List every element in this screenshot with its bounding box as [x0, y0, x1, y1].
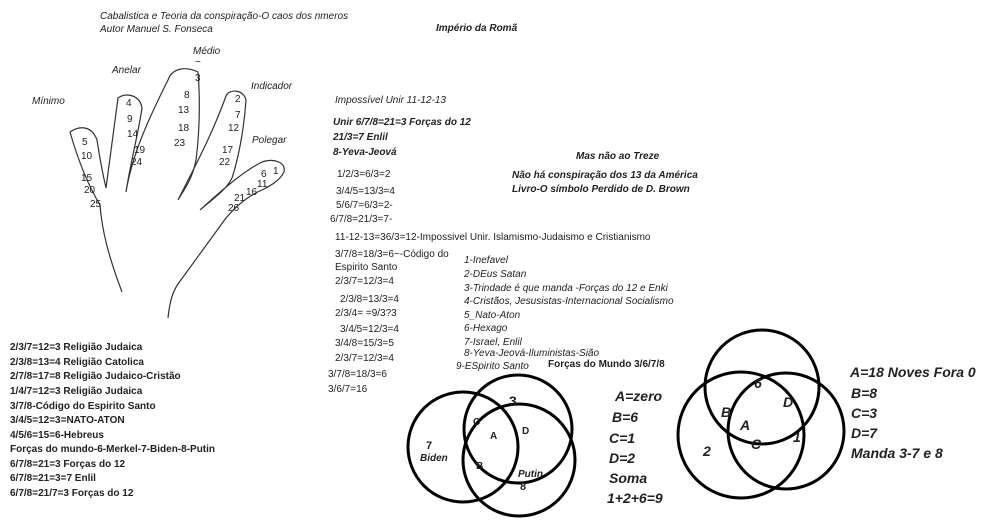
meaning-list-item: 4-Cristãos, Jesusistas-Internacional Socialismo	[464, 296, 674, 307]
codigo-line: 3/7/8=18/3=6~-Código do	[335, 249, 449, 260]
finger-number: 22	[219, 157, 231, 168]
meaning-list-item: 5_Nato-Aton	[464, 310, 521, 321]
venn2-region-b: B	[721, 404, 732, 420]
finger-number: 12	[228, 123, 240, 134]
sum-line: 1/2/3=6/3=2	[337, 169, 391, 180]
religion-line: Forças do mundo-6-Merkel-7-Biden-8-Putin	[10, 444, 216, 455]
finger-label-indicador: Indicador	[251, 81, 293, 92]
left-sum-line: 3/6/7=16	[328, 384, 368, 395]
finger-number: 23	[174, 138, 186, 149]
finger-number: 26	[228, 203, 240, 214]
religion-line: 2/7/8=17=8 Religião Judaico-Cristão	[10, 371, 181, 382]
venn2-circle-left	[678, 372, 804, 498]
venn2-circle-top	[705, 330, 819, 444]
venn2-legend-line: C=3	[851, 405, 878, 421]
venn1-left-name: Biden	[420, 453, 448, 464]
meaning-list-item: 9-ESpirito Santo	[456, 361, 529, 372]
venn1-left-number: 7	[426, 440, 433, 452]
meaning-list-item: 2-DEus Satan	[464, 269, 527, 280]
venn2-region-d: D	[783, 394, 794, 410]
meaning-list-item: 7-Israel, Enlil	[464, 337, 522, 348]
finger-number: 10	[81, 151, 93, 162]
finger-number: 16	[246, 187, 258, 198]
impossivel-unir-line: Impossível Unir 11-12-13	[335, 95, 446, 106]
finger-number: 20	[84, 185, 96, 196]
finger-label-anelar: Anelar	[112, 65, 141, 76]
finger-label-minimo: Mínimo	[32, 96, 65, 107]
finger-number: 3	[195, 73, 201, 84]
venn2-region-a: A	[740, 417, 751, 433]
finger-number: 2	[235, 94, 241, 105]
meaning-list-item: 3-Trindade é que manda -Forças do 12 e Enki	[464, 283, 668, 294]
venn2-left-number: 2	[703, 443, 711, 459]
finger-number: 7	[235, 110, 241, 121]
venn2-top-number: 6	[754, 375, 762, 391]
venn1-region-b: B	[476, 461, 484, 472]
finger-number: 14	[127, 129, 139, 140]
codigo-line-2: Espirito Santo	[335, 262, 398, 273]
finger-number: 25	[90, 199, 102, 210]
left-sum-line: 2/3/7=12/3=4	[335, 353, 394, 364]
finger-number: 8	[184, 90, 190, 101]
finger-number: 24	[131, 157, 143, 168]
document-author: Autor Manuel S. Fonseca	[100, 24, 213, 35]
finger-number: 19	[134, 145, 146, 156]
venn1-right-name: Putin	[518, 469, 543, 480]
venn1-top-number: 3	[509, 393, 517, 409]
religion-line: 2/3/8=13=4 Religião Catolica	[10, 357, 144, 368]
religion-line: 6/7/8=21=3 Forças do 12	[10, 459, 126, 470]
finger-number: 13	[178, 105, 190, 116]
sum-line: 5/6/7=6/3=2-	[336, 200, 393, 211]
venn2-right-number: 1	[793, 429, 801, 445]
left-sum-line: 3/4/8=15/3=5	[335, 338, 394, 349]
venn2-legend-line: Manda 3-7 e 8	[851, 445, 943, 461]
document-title: Cabalistica e Teoria da conspiração-O caos dos nmeros	[100, 11, 349, 22]
finger-number: 15	[81, 173, 93, 184]
sum-line: 3/4/5=13/3=4	[336, 186, 395, 197]
finger-number: 6	[261, 169, 267, 180]
religion-line: 6/7/8=21/7=3 Forças do 12	[10, 488, 134, 499]
unir-line: Unir 6/7/8=21=3 Forças do 12	[333, 117, 471, 128]
left-sum-line: 3/4/5=12/3=4	[340, 324, 399, 335]
venn1-legend-line: 1+2+6=9	[607, 490, 663, 506]
finger-number: 21	[234, 193, 246, 204]
nao-ha-note: Não há conspiração dos 13 da América	[512, 170, 698, 181]
religion-line: 6/7/8=21=3=7 Enlil	[10, 473, 96, 484]
religion-line: 4/5/6=15=6-Hebreus	[10, 430, 104, 441]
venn1-legend-line: A=zero	[615, 388, 663, 404]
religion-line: 3/7/8-Código do Espirito Santo	[10, 401, 156, 412]
left-sum-line: 2/3/4= =9/3?3	[335, 308, 397, 319]
left-sum-line: 2/3/8=13/3=4	[340, 294, 399, 305]
finger-label-medio: Médio	[193, 46, 221, 57]
religion-line: 3/4/5=12=3=NATO-ATON	[10, 415, 125, 426]
venn2-legend-line: D=7	[851, 425, 878, 441]
mas-nao-note: Mas não ao Treze	[576, 151, 660, 162]
venn1-title: Forças do Mundo 3/6/7/8	[548, 359, 665, 370]
left-sum-line: 2/3/7=12/3=4	[335, 276, 394, 287]
venn1-region-d: D	[522, 426, 530, 437]
finger-number: 9	[127, 114, 133, 125]
finger-label-polegar: Polegar	[252, 135, 287, 146]
finger-number: 17	[222, 145, 234, 156]
finger-number: 18	[178, 123, 190, 134]
impossivel-sum-line: 11-12-13=36/3=12-Impossivel Unir. Islamismo-Judaismo e Cristianismo	[335, 232, 651, 243]
venn2-legend-line: A=18 Noves Fora 0	[850, 364, 976, 380]
finger-number: 5	[82, 137, 88, 148]
enlil-line: 21/3=7 Enlil	[333, 132, 388, 143]
finger-number: ~	[195, 57, 201, 68]
venn1-right-number: 8	[520, 481, 527, 493]
venn1-region-c: C	[473, 417, 481, 428]
livro-note: Livro-O símbolo Perdido de D. Brown	[512, 184, 690, 195]
meaning-list-item: 1-Inefavel	[464, 255, 508, 266]
finger-number: 1	[273, 166, 279, 177]
religion-line: 2/3/7=12=3 Religião Judaica	[10, 342, 143, 353]
venn1-region-a: A	[490, 431, 498, 442]
venn1-legend-line: D=2	[609, 450, 636, 466]
venn2-legend-line: B=8	[851, 385, 878, 401]
yeva-line: 8-Yeva-Jeová	[333, 147, 397, 158]
religion-line: 1/4/7=12=3 Religião Judaica	[10, 386, 143, 397]
sum-line: 6/7/8=21/3=7-	[330, 214, 393, 225]
venn1-legend-line: C=1	[609, 430, 636, 446]
venn2-region-c: C	[751, 436, 762, 452]
empire-heading: Império da Romã	[436, 23, 518, 34]
meaning-list-item: 6-Hexago	[464, 323, 508, 334]
left-sum-line: 3/7/8=18/3=6	[328, 369, 387, 380]
venn1-legend-line: Soma	[609, 470, 648, 486]
finger-number: 11	[257, 179, 268, 190]
finger-number: 4	[126, 98, 132, 109]
meaning-list-item: 8-Yeva-Jeová-Iluministas-Sião	[464, 348, 600, 359]
venn1-legend-line: B=6	[612, 409, 639, 425]
